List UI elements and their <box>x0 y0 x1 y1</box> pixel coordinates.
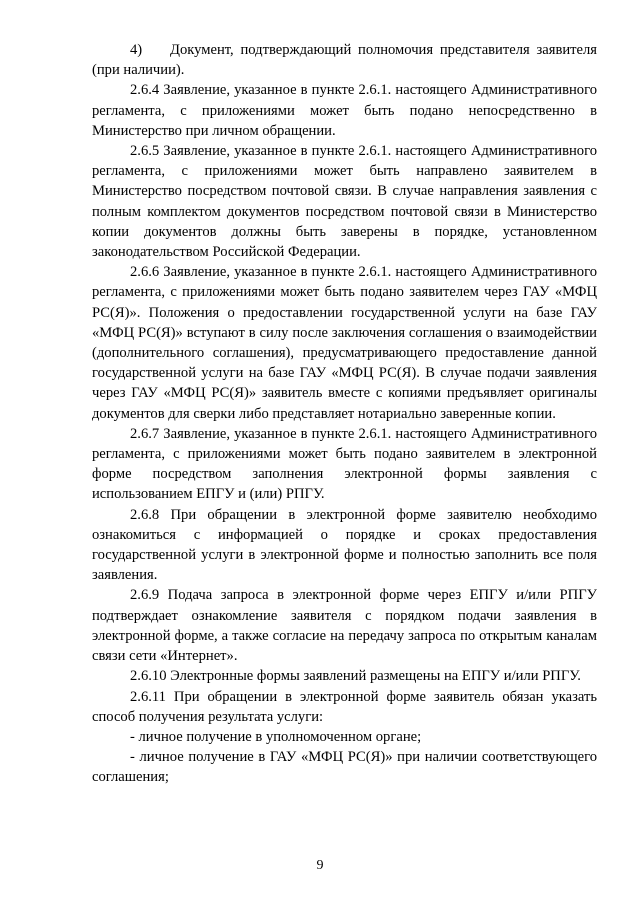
paragraph-2-6-4: 2.6.4 Заявление, указанное в пункте 2.6.1. настоящего Административного регламента, с приложениями может быть подано непосредственно в Министерство при личном обращении. <box>92 82 597 139</box>
paragraph-2-6-10: 2.6.10 Электронные формы заявлений размещены на ЕПГУ и/или РПГУ. <box>130 668 581 685</box>
paragraph-text: Документ, подтверждающий полномочия представителя заявителя (при наличии). <box>92 42 597 79</box>
list-number: 4) <box>130 42 143 58</box>
paragraph-2-6-6: 2.6.6 Заявление, указанное в пункте 2.6.1. настоящего Административного регламента, с приложениями может быть подано заявителем через ГАУ «МФЦ РС(Я)». Положения о предоставлении государственной услуги на базе ГАУ «МФЦ РС(Я)» вступают в силу после заключения соглашения о взаимодействии (дополнительного соглашения), предусматривающего предоставление данной государственной услуги на базе ГАУ «МФЦ РС(Я). В случае подачи заявления через ГАУ «МФЦ РС(Я)» заявитель вместе с копиями предъявляет оригиналы документов для сверки либо представляет нотариально заверенные копии. <box>92 264 597 422</box>
paragraph-item-4 <box>92 40 597 80</box>
paragraph-2-6-9: 2.6.9 Подача запроса в электронной форме через ЕПГУ и/или РПГУ подтверждает ознакомление заявителя с порядком подачи заявления в электронной форме, а также согласие на передачу запроса по открытым каналам связи сети «Интернет». <box>92 587 597 665</box>
bullet-personal-receipt-authority: - личное получение в уполномоченном органе; <box>130 728 422 745</box>
paragraph-2-6-11: 2.6.11 При обращении в электронной форме заявитель обязан указать способ получения результата услуги: <box>92 688 597 725</box>
paragraph-2-6-7: 2.6.7 Заявление, указанное в пункте 2.6.1. настоящего Административного регламента, с приложениями может быть подано заявителем в электронной форме посредством заполнения электронной формы заявления с использованием ЕПГУ и (или) РПГУ. <box>92 425 597 503</box>
paragraph-2-6-5: 2.6.5 Заявление, указанное в пункте 2.6.1. настоящего Административного регламента, с приложениями может быть направлено заявителем в Министерство посредством почтовой связи. В случае направления заявления с полным комплектом документов посредством почтовой связи в Министерство копии документов должны быть заверены в порядке, установленном законодательством Российской Федерации. <box>92 143 597 261</box>
bullet-personal-receipt-mfc: - личное получение в ГАУ «МФЦ РС(Я)» при наличии соответствующего соглашения; <box>92 749 597 786</box>
document-body <box>92 40 597 788</box>
paragraph-2-6-8: 2.6.8 При обращении в электронной форме заявителю необходимо ознакомиться с информацией о порядке и сроках предоставления государственной услуги в электронной форме и полностью заполнить все поля заявления. <box>92 506 597 584</box>
page-number: 9 <box>316 858 324 873</box>
